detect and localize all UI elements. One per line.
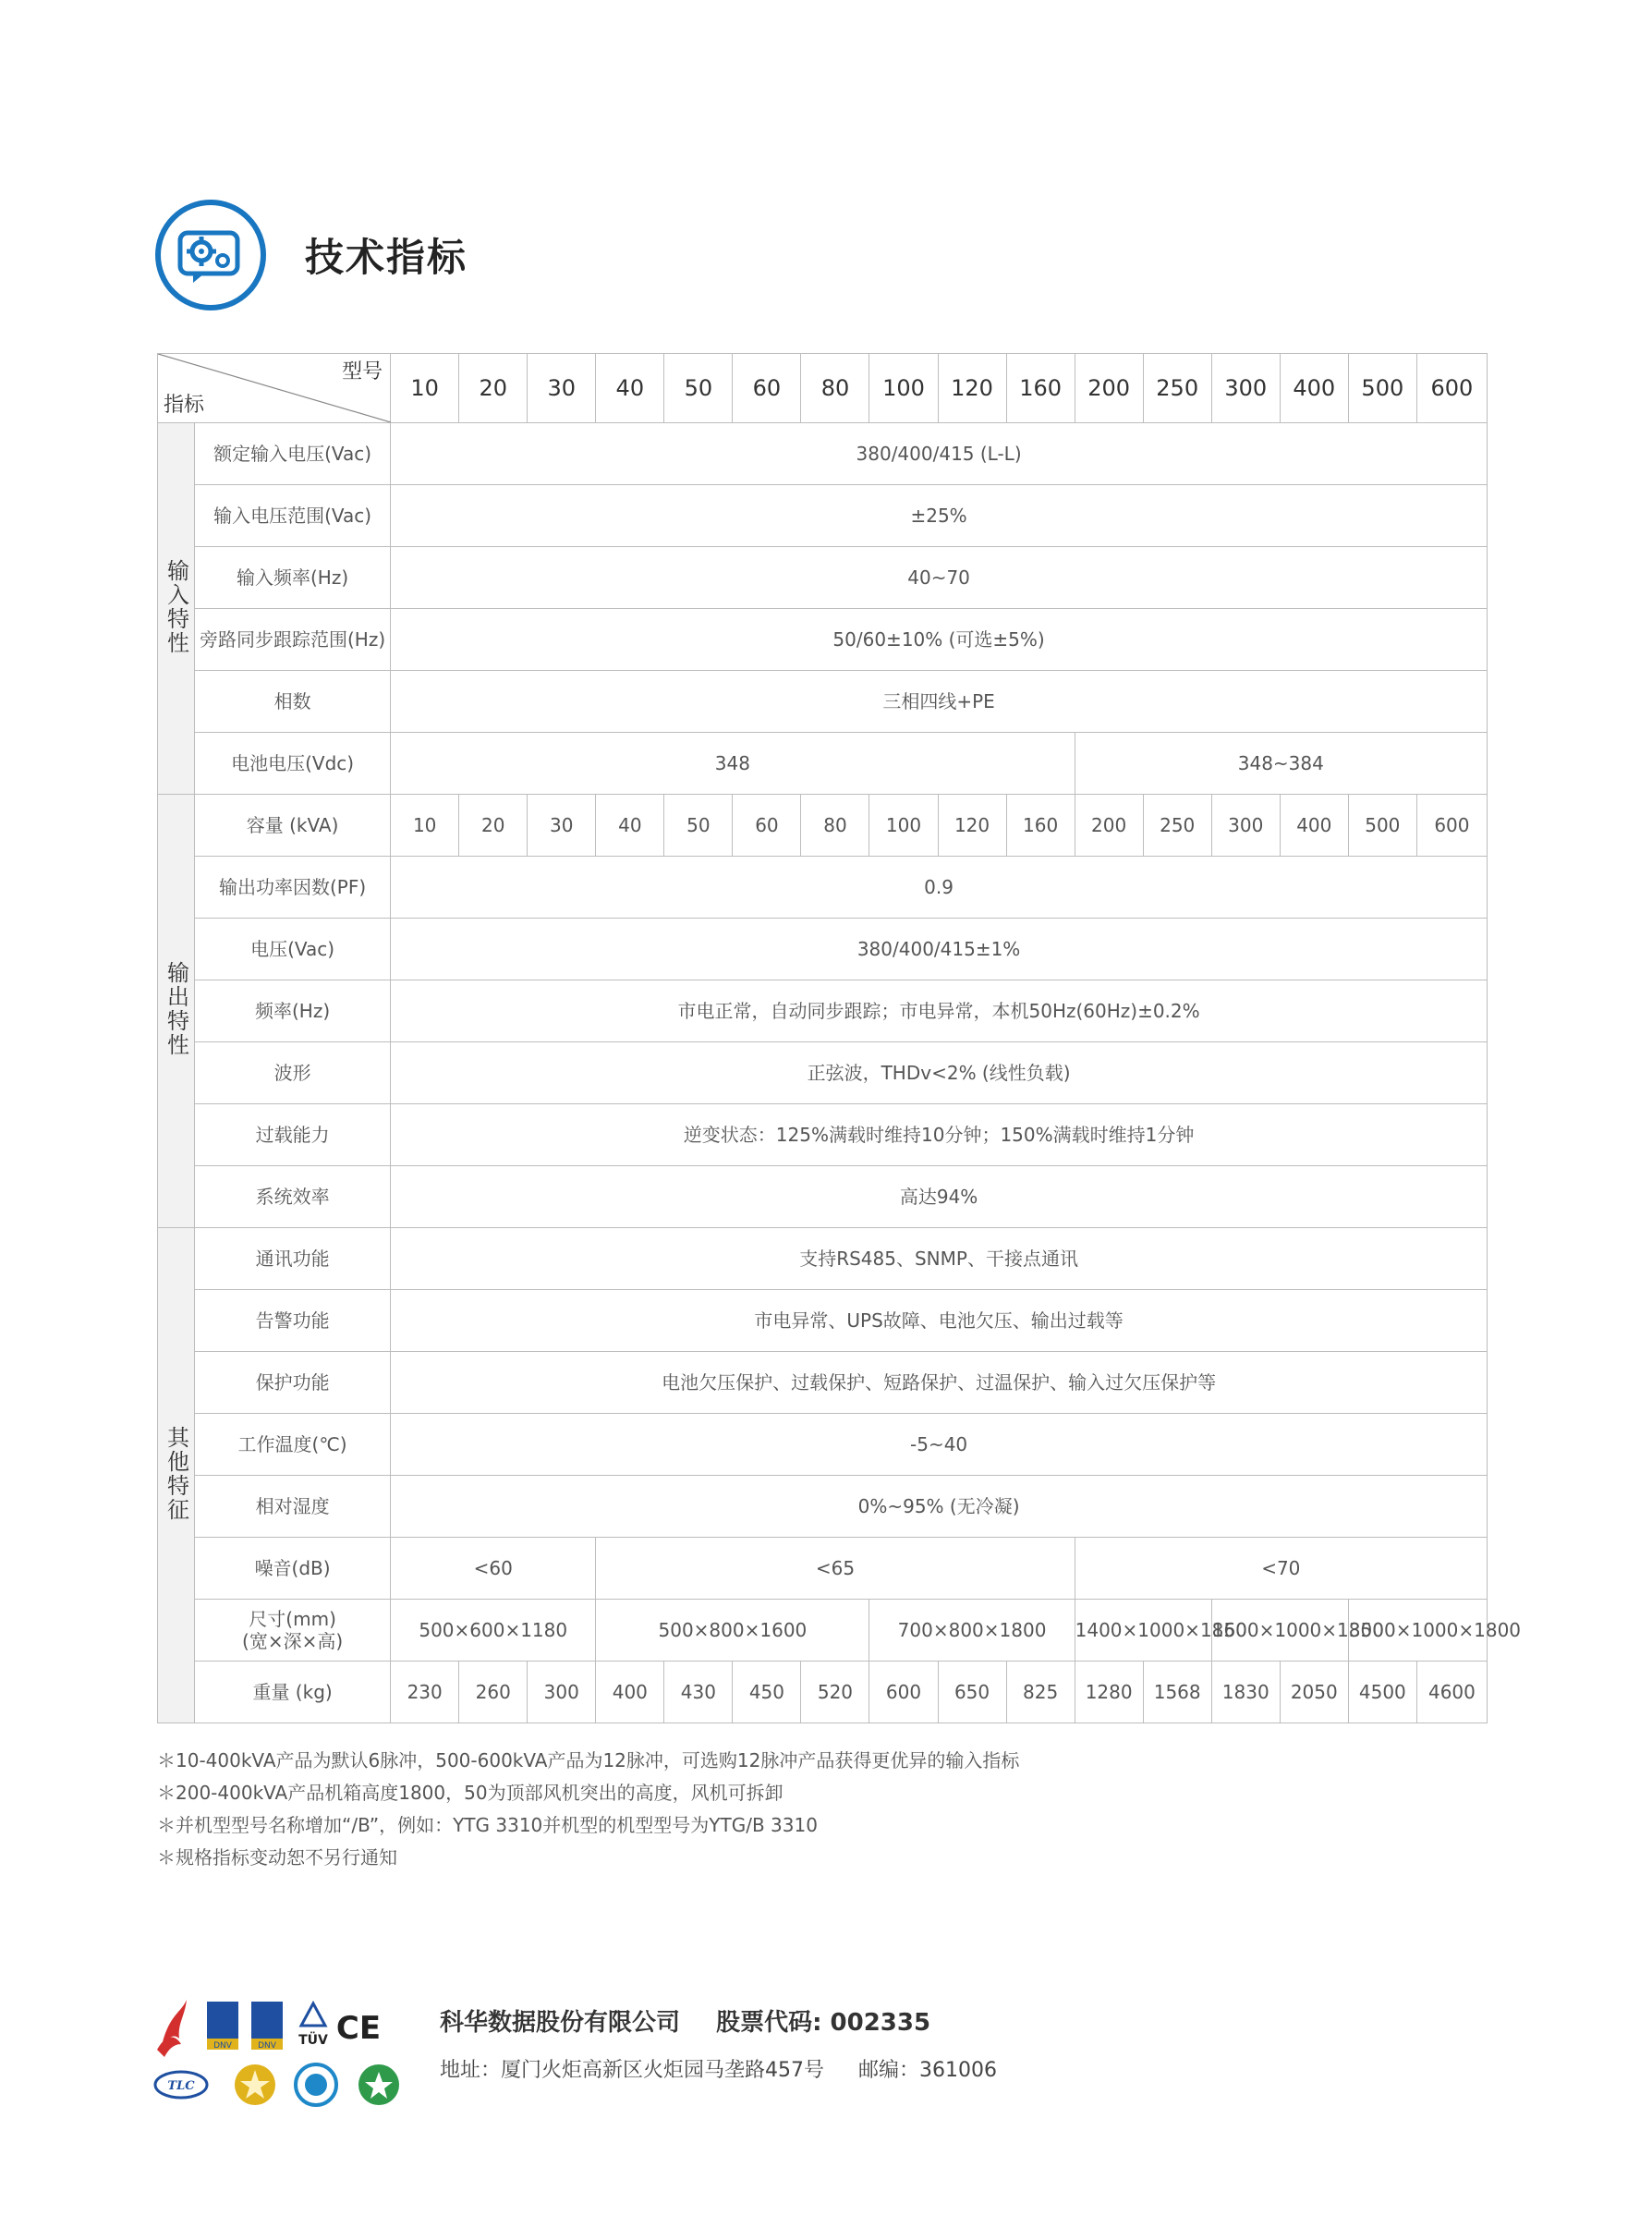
page-title: 技术指标	[305, 235, 468, 280]
capacity-cell: 100	[869, 795, 938, 857]
capacity-cell: 10	[391, 795, 459, 857]
weight-cell: 4500	[1348, 1662, 1416, 1723]
table-row	[158, 1662, 1488, 1723]
certification-logos	[153, 1996, 431, 2107]
table-row	[158, 1290, 1488, 1352]
footnote: ＊200-400kVA产品机箱高度1800，50为顶部风机突出的高度，风机可拆卸	[157, 1782, 783, 1804]
row-label: 重量 (kg)	[195, 1662, 391, 1723]
row-value: 348	[391, 733, 1075, 795]
dimension-sublabel: (宽×深×高)	[242, 1630, 344, 1652]
row-value: ±25%	[391, 485, 1488, 547]
row-value: 40~70	[391, 547, 1488, 609]
tech-spec-icon	[155, 200, 266, 310]
postcode: 邮编：361006	[858, 2059, 997, 2082]
capacity-cell: 40	[596, 795, 664, 857]
noise-cell: <70	[1075, 1538, 1487, 1600]
table-row	[158, 733, 1488, 795]
table-row	[158, 919, 1488, 980]
weight-cell: 825	[1006, 1662, 1075, 1723]
dimension-cell: 500×800×1600	[596, 1600, 869, 1662]
row-value: 380/400/415±1%	[391, 919, 1488, 980]
logo-text: DNV	[213, 2041, 232, 2051]
table-row	[158, 1538, 1488, 1600]
page-header	[155, 194, 468, 316]
row-value: 逆变状态：125%满载时维持10分钟；150%满载时维持1分钟	[391, 1104, 1488, 1166]
row-value: 348~384	[1075, 733, 1487, 795]
row-value: 高达94%	[391, 1166, 1488, 1228]
weight-cell: 520	[801, 1662, 869, 1723]
weight-cell: 450	[733, 1662, 801, 1723]
logo-text: TÜV	[298, 2033, 328, 2048]
model-header: 250	[1143, 354, 1211, 423]
noise-cell: <60	[391, 1538, 596, 1600]
table-row	[158, 980, 1488, 1042]
row-label: 过载能力	[195, 1104, 391, 1166]
row-label: 告警功能	[195, 1290, 391, 1352]
green-seal-icon	[358, 2064, 399, 2105]
model-header: 100	[869, 354, 938, 423]
row-label: 旁路同步跟踪范围(Hz)	[195, 609, 391, 671]
weight-cell: 650	[938, 1662, 1006, 1723]
row-label: 相数	[195, 671, 391, 733]
stock-code: 股票代码: 002335	[716, 2009, 931, 2037]
row-label: 波形	[195, 1042, 391, 1104]
capacity-cell: 300	[1211, 795, 1280, 857]
weight-cell: 1568	[1143, 1662, 1211, 1723]
model-header: 300	[1211, 354, 1280, 423]
weight-cell: 1280	[1075, 1662, 1143, 1723]
logo-text: TLC	[167, 2079, 195, 2093]
table-row	[158, 1104, 1488, 1166]
ce-mark-icon	[336, 2010, 381, 2047]
table-row	[158, 547, 1488, 609]
capacity-cell: 80	[801, 795, 869, 857]
group-output: 输出特性	[158, 795, 195, 1228]
model-header: 160	[1006, 354, 1075, 423]
capacity-cell: 500	[1348, 795, 1416, 857]
model-header: 400	[1280, 354, 1348, 423]
header-row	[158, 354, 1488, 423]
capacity-cell: 30	[528, 795, 596, 857]
company-line	[440, 2003, 1025, 2038]
noise-cell: <65	[596, 1538, 1075, 1600]
table-row	[158, 1600, 1488, 1662]
dimension-cell: 700×800×1800	[869, 1600, 1075, 1662]
model-header: 80	[801, 354, 869, 423]
capacity-cell: 200	[1075, 795, 1143, 857]
model-header: 30	[528, 354, 596, 423]
capacity-cell: 120	[938, 795, 1006, 857]
table-row	[158, 1414, 1488, 1476]
tuv-cert-icon	[298, 2003, 328, 2048]
table-row	[158, 609, 1488, 671]
row-value: 0.9	[391, 857, 1488, 919]
row-value: 380/400/415 (L-L)	[391, 423, 1488, 485]
model-header: 50	[664, 354, 733, 423]
row-label: 电压(Vac)	[195, 919, 391, 980]
model-header: 500	[1348, 354, 1416, 423]
capacity-cell: 60	[733, 795, 801, 857]
address-line	[440, 2054, 1025, 2083]
table-row	[158, 1042, 1488, 1104]
weight-cell: 260	[459, 1662, 528, 1723]
weight-cell: 4600	[1416, 1662, 1487, 1723]
model-header: 10	[391, 354, 459, 423]
table-row	[158, 795, 1488, 857]
row-label: 输入电压范围(Vac)	[195, 485, 391, 547]
group-input: 输入特性	[158, 423, 195, 795]
weight-cell: 300	[528, 1662, 596, 1723]
corner-model-label: 型号	[342, 360, 383, 383]
table-row	[158, 671, 1488, 733]
row-label	[195, 1600, 391, 1662]
dimension-cell: 3000×1000×1800	[1348, 1600, 1487, 1662]
model-header: 200	[1075, 354, 1143, 423]
row-label: 噪音(dB)	[195, 1538, 391, 1600]
spec-table	[157, 353, 1522, 1723]
footnote: ＊并机型型号名称增加“/B”，例如：YTG 3310并机型的机型型号为YTG/B 3310	[157, 1814, 818, 1836]
capacity-cell: 50	[664, 795, 733, 857]
footer	[440, 2003, 1025, 2083]
table-row	[158, 1166, 1488, 1228]
dnv-cert-icon	[207, 2002, 238, 2051]
row-value: -5~40	[391, 1414, 1488, 1476]
weight-cell: 400	[596, 1662, 664, 1723]
table-row	[158, 857, 1488, 919]
capacity-cell: 160	[1006, 795, 1075, 857]
group-other: 其他特征	[158, 1228, 195, 1723]
table-row	[158, 423, 1488, 485]
row-label: 系统效率	[195, 1166, 391, 1228]
row-label: 额定输入电压(Vac)	[195, 423, 391, 485]
model-header: 120	[938, 354, 1006, 423]
model-header: 600	[1416, 354, 1487, 423]
dnv-cert-icon	[251, 2002, 283, 2051]
row-label: 容量 (kVA)	[195, 795, 391, 857]
row-label: 通讯功能	[195, 1228, 391, 1290]
row-value: 0%~95% (无冷凝)	[391, 1476, 1488, 1538]
corner-index-label: 指标	[164, 394, 205, 417]
row-label: 输入频率(Hz)	[195, 547, 391, 609]
table-row	[158, 485, 1488, 547]
row-label: 保护功能	[195, 1352, 391, 1414]
capacity-cell: 600	[1416, 795, 1487, 857]
table-row	[158, 1476, 1488, 1538]
row-value: 正弦波，THDv<2% (线性负载)	[391, 1042, 1488, 1104]
weight-cell: 1830	[1211, 1662, 1280, 1723]
capacity-cell: 250	[1143, 795, 1211, 857]
dimension-cell: 500×600×1180	[391, 1600, 596, 1662]
weight-cell: 600	[869, 1662, 938, 1723]
dimension-cell: 1600×1000×1850	[1211, 1600, 1348, 1662]
footnotes	[157, 1745, 1019, 1874]
model-header: 60	[733, 354, 801, 423]
logo-text: DNV	[258, 2041, 276, 2051]
logo-text: CE	[335, 2010, 382, 2047]
row-label: 电池电压(Vdc)	[195, 733, 391, 795]
row-value: 50/60±10% (可选±5%)	[391, 609, 1488, 671]
brand-flame-icon	[157, 2000, 187, 2057]
footnote: ＊规格指标变动恕不另行通知	[157, 1846, 397, 1869]
table-row	[158, 1228, 1488, 1290]
table-row	[158, 1352, 1488, 1414]
row-value: 三相四线+PE	[391, 671, 1488, 733]
company-name: 科华数据股份有限公司	[440, 2009, 681, 2037]
row-label: 频率(Hz)	[195, 980, 391, 1042]
row-value: 市电正常，自动同步跟踪；市电异常，本机50Hz(60Hz)±0.2%	[391, 980, 1488, 1042]
corner-cell	[158, 354, 391, 423]
model-header: 40	[596, 354, 664, 423]
weight-cell: 430	[664, 1662, 733, 1723]
dimension-label: 尺寸(mm)	[249, 1608, 336, 1630]
weight-cell: 230	[391, 1662, 459, 1723]
capacity-cell: 400	[1280, 795, 1348, 857]
row-label: 相对湿度	[195, 1476, 391, 1538]
dimension-cell: 1400×1000×1850	[1075, 1600, 1211, 1662]
quality-seal-icon	[296, 2064, 336, 2105]
tlc-cert-icon	[155, 2072, 207, 2098]
model-header: 20	[459, 354, 528, 423]
row-value: 电池欠压保护、过载保护、短路保护、过温保护、输入过欠压保护等	[391, 1352, 1488, 1414]
row-value: 支持RS485、SNMP、干接点通讯	[391, 1228, 1488, 1290]
capacity-cell: 20	[459, 795, 528, 857]
row-label: 工作温度(℃)	[195, 1414, 391, 1476]
row-label: 输出功率因数(PF)	[195, 857, 391, 919]
row-value: 市电异常、UPS故障、电池欠压、输出过载等	[391, 1290, 1488, 1352]
award-seal-icon	[235, 2064, 275, 2105]
address: 地址：厦门火炬高新区火炬园马垄路457号	[440, 2059, 824, 2082]
weight-cell: 2050	[1280, 1662, 1348, 1723]
footnote: ＊10-400kVA产品为默认6脉冲，500-600kVA产品为12脉冲，可选购12脉冲产品获得更优异的输入指标	[157, 1749, 1020, 1771]
